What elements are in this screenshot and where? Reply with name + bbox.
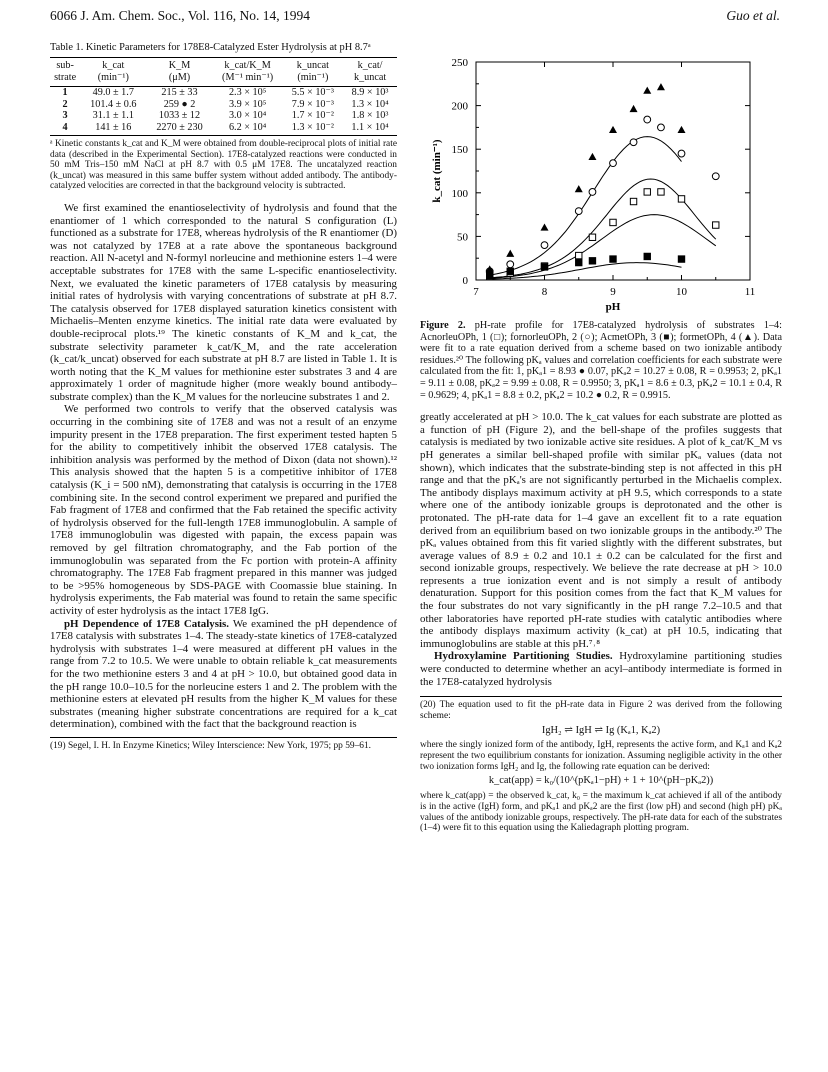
- x-tick-label: 11: [744, 286, 756, 298]
- y-tick-label: 100: [451, 187, 468, 200]
- paragraph: greatly accelerated at pH > 10.0. The k_cat values for each substrate are plotted as a function of pH (Figure 2), and the bell-shape of the profiles suggests that catalysis is mediated by two ionizable active site residues. A plot of k_cat/K_M vs pH generates a similar bell-shaped profile with similar pKₐ values (data not shown), which indicates that the substrate-binding step is not affected in this pH range and that the pKₐ's are not significantly perturbed in the Michaelis complex. The antibody displays maximum activity at pH 9.5, which corresponds to a state where one of the antibody ionizable groups is deprotonated and the other is protonated. The pH-rate data for 1–4 gave an excellent fit to a rate equation derived from an equilibrium based on two ionizable groups in the antibody.²⁰ The pKₐ values obtained from this fit varied slightly with the different substrates, but average values of 8.9 ± 0.2 and 10.1 ± 0.2 can be calculated for the first and second ionizable groups, respectively. We believe the rate decrease at pH > 10.0 represents a true ionization event and is not simply a result of antibody denaturation. Support for this position comes from the fact that K_M values for the four substrates do not vary significantly in the pH range 7.2–10.5 and that other laboratories have reported pH-rate studies with catalytic antibodies where the antibody displays maximum activity (k_cat) at pH 10.5, indicating that immunoglobulins are stable at this pH.⁷˒⁸: [420, 411, 782, 650]
- figure-caption-text: pH-rate profile for 17E8-catalyzed hydrolysis of substrates 1–4: AcnorleuOPh, 1 (□); fornorleuOPh, 2 (○); AcmetOPh, 3 (■); formetOPh, 4 (▲). Data were fit to a rate equation derived from a scheme based on two ionizable antibody residues.²⁰ The following pKₐ values and correlation coefficients for each substrate were calculated from the fit: 1, pKₐ1 = 8.93 ● 0.07, pKₐ2 = 10.27 ± 0.08, R = 0.9953; 2, pKₐ1 = 9.11 ± 0.08, pKₐ2 = 9.99 ± 0.08, R = 0.9950; 3, pKₐ1 = 8.6 ± 0.3, pKₐ2 = 10.1 ± 0.4, R = 0.9629; 4, pKₐ1 = 8.8 ± 0.2, pKₐ2 = 10.2 ● 0.2, R = 0.9915.: [420, 320, 782, 401]
- data-point-circle: [630, 139, 637, 146]
- table-cell: 49.0 ± 1.7: [92, 87, 134, 98]
- table-cell: 8.9 × 10³: [351, 87, 389, 98]
- paragraph-text: We examined the pH dependence of 17E8 catalysis with substrates 1–4. The steady-state kinetics of 17E8-catalyzed hydrolysis with substrates 1–4 were measured at different pH values in the range from 7.2 to 10.5. We were unable to obtain reliable k_cat measurements for the two methionine esters 3 and 4 at pH > 10.0, but obtained good data in the pH range 10.0–10.5 for the norleucine esters 1 and 2. The problem with the methionine esters at elevated pH results from the higher K_M values for these substrates (meaning higher substrate concentrations are required for a k_cat determination), combined with the fact that the background reaction is: [50, 617, 397, 731]
- paragraph-text: Hydroxylamine partitioning studies were conducted to determine whether an acyl–antibody intermediate is formed in the 17E8-catalyzed hydrolysis: [420, 650, 782, 688]
- table-caption: Table 1. Kinetic Parameters for 178E8-Catalyzed Ester Hydrolysis at pH 8.7ᵃ: [50, 42, 371, 53]
- data-point-filled-square: [576, 259, 582, 265]
- table-cell: 3: [62, 110, 68, 121]
- paragraph: We first examined the enantioselectivity of hydrolysis and found that the enantiomer of 1 which corresponded to the natural S configuration (L) functioned as a substrate for 17E8, whereas hydrolysis of the R enantiomer (D) was not catalyzed by 17E8 at a rate above the spontaneous background reaction. All N-acetyl and N-formyl norleucine and methionine esters 1–4 were acceptable substrates for 17E8 with the same L-specific enantioselectivity. Next, we evaluated the kinetic parameters of 17E8 catalysis by measuring initial rates of hydrolysis with varying concentrations of substrate at pH 8.7. The catalysis observed for 17E8 displayed saturation kinetics consistent with Michaelis–Menten enzyme kinetics. The initial rate data were evaluated by double-reciprocal plots.¹⁹ The kinetic constants of K_M and k_cat, the substrate selectivity parameter k_cat/K_M, and the rate acceleration (k_cat/k_uncat) observed for each substrate at pH 8.7 are listed in Table 1. It is worth noting that the K_M values for methionine ester substrates 3 and 4 are approximately 1 order of magnitude higher (more weakly bound antibody–substrate complex) than the K_M values for the norleucine substrates 1 and 2.: [50, 201, 397, 403]
- table-cell: 1.8 × 10³: [351, 110, 389, 121]
- table-header-cell: k_uncat (min⁻¹): [283, 58, 344, 87]
- table-header-cell: k_cat/ k_uncat: [343, 58, 397, 87]
- footnote-text: where the singly ionized form of the antibody, IgH, represents the active form, and Kₐ1 and Kₐ2 represent the two equilibrium constants for ionization. Assuming negligible activity in the other two ionization forms IgH₂ and Ig, the following rate equation can be derived:: [420, 740, 782, 772]
- footnote-text: (20) The equation used to fit the pH-rate data in Figure 2 was derived from the following scheme:: [420, 700, 782, 721]
- table-cell: 101.4 ± 0.6: [90, 98, 137, 110]
- data-point-triangle: [643, 87, 651, 94]
- data-point-circle: [575, 208, 582, 215]
- data-point-filled-square: [678, 256, 684, 262]
- fit-curve: [490, 179, 716, 278]
- kinetics-table: [50, 57, 397, 136]
- footnote-20: [420, 696, 782, 834]
- left-column: [50, 42, 397, 752]
- data-point-triangle: [506, 250, 514, 257]
- running-header: [50, 8, 780, 30]
- table-cell: 1.7 × 10⁻²: [291, 110, 334, 121]
- data-point-triangle: [609, 126, 617, 133]
- table-cell: 2: [62, 98, 68, 110]
- data-point-square: [630, 198, 636, 204]
- table-row: [50, 87, 397, 99]
- data-point-circle: [589, 189, 596, 196]
- table-header-cell: k_cat (min⁻¹): [80, 58, 146, 87]
- figure-2-chart: [420, 50, 782, 318]
- table-cell: 4: [50, 122, 80, 136]
- data-point-circle: [658, 124, 665, 131]
- data-point-filled-square: [610, 256, 616, 262]
- data-point-triangle: [657, 83, 665, 90]
- table-cell: 5.5 × 10⁻³: [291, 87, 334, 98]
- data-point-triangle: [588, 153, 596, 160]
- author-header: Guo et al.: [726, 8, 780, 23]
- y-tick-label: 150: [451, 144, 468, 157]
- data-point-circle: [541, 242, 548, 249]
- table-cell: 1.3 × 10⁴: [351, 98, 389, 110]
- table-cell: 7.9 × 10⁻³: [291, 98, 334, 110]
- table-cell: 6.2 × 10⁴: [213, 122, 283, 136]
- rate-equation: k_cat(app) = k₀/(10^(pKₐ1−pH) + 1 + 10^(pH−pKₐ2)): [488, 775, 714, 787]
- journal-citation: 6066 J. Am. Chem. Soc., Vol. 116, No. 14, 1994: [50, 8, 311, 23]
- table-cell: 259 ● 2: [163, 98, 196, 110]
- data-point-square: [658, 189, 664, 195]
- data-point-circle: [678, 150, 685, 157]
- data-point-square: [713, 222, 719, 228]
- plot-frame: [476, 62, 750, 280]
- table-cell: 141 ± 16: [80, 122, 146, 136]
- table-cell: 1: [62, 87, 68, 98]
- table-row: [50, 122, 397, 136]
- section-heading: pH Dependence of 17E8 Catalysis.: [64, 617, 229, 630]
- table-cell: 1.3 × 10⁻²: [283, 122, 344, 136]
- x-tick-label: 7: [473, 286, 479, 298]
- table-cell: 2.3 × 10⁵: [228, 87, 267, 98]
- paragraph: [420, 650, 782, 688]
- figure-caption: [420, 320, 782, 401]
- paragraph: We performed two controls to verify that the observed catalysis was occurring in the combining site of 17E8 and was not a result of an enzyme impurity present in the 17E8 preparation. The first experiment tested hapten 5 for the ability to competitively inhibit the observed 17E8 catalysis. The inhibition analysis was performed by the method of Dixon (data not shown).¹² This analysis showed that the hapten 5 is a competitive inhibitor of 17E8 catalysis (K_i = 500 nM), demonstrating that catalysis is occurring in the 17E8 combining site. In the second control experiment we prepared and purified the Fab fragment of 17E8 and confirmed that the Fab retained the specific activity of hydrolysis observed for the full-length 17E8 immunoglobulin. A sample of 17E8 immunoglobulin was digested with papain, the excess papain was removed by gel filtration chromatography, and the Fab portion of the immunoglobulin was separated from the Fc portion with protein-A affinity chromatography. The 17E8 Fab fragment prepared in this manner was judged to be >95% homogeneous by SDS-PAGE with Coomassie blue staining. In hydrolysis experiments, the Fab material was found to retain the same specific activity of ester hydrolysis as the intact 17E8 IgG.: [50, 403, 397, 617]
- right-column: [420, 50, 782, 834]
- data-point-triangle: [630, 105, 638, 112]
- data-point-filled-square: [541, 264, 547, 270]
- data-point-square: [589, 234, 595, 240]
- data-point-circle: [712, 173, 719, 180]
- data-point-circle: [644, 116, 651, 123]
- table-cell: 3.9 × 10⁵: [228, 98, 267, 110]
- paragraph: [50, 618, 397, 731]
- section-heading: Hydroxylamine Partitioning Studies.: [434, 650, 613, 663]
- x-tick-label: 8: [541, 286, 548, 298]
- table-header-cell: K_M (μM): [146, 58, 212, 87]
- y-tick-label: 50: [457, 231, 468, 244]
- data-point-triangle: [575, 185, 583, 192]
- data-point-square: [576, 252, 582, 258]
- data-point-square: [644, 189, 650, 195]
- data-point-filled-square: [507, 268, 513, 274]
- table-row: [50, 99, 397, 111]
- data-point-circle: [507, 261, 514, 268]
- chart-svg: [420, 50, 782, 318]
- table-cell: 2270 ± 230: [146, 122, 212, 136]
- ionization-scheme: IgH₂ ⇌ IgH ⇌ Ig (Kₐ1, Kₐ2): [541, 724, 661, 736]
- data-point-filled-square: [589, 258, 595, 264]
- fit-curve: [490, 137, 682, 276]
- table-cell: 31.1 ± 1.1: [92, 110, 134, 121]
- table-cell: 3.0 × 10⁴: [228, 110, 267, 121]
- table-cell: 1.1 × 10⁴: [343, 122, 397, 136]
- data-point-circle: [610, 160, 617, 167]
- fit-curve: [490, 215, 716, 279]
- data-point-filled-square: [644, 253, 650, 259]
- reference-19: (19) Segel, I. H. In Enzyme Kinetics; Wiley Interscience: New York, 1975; pp 59–61.: [50, 737, 397, 752]
- x-tick-label: 10: [676, 286, 687, 298]
- y-tick-label: 200: [451, 100, 468, 113]
- table-row: [50, 110, 397, 122]
- x-tick-label: 9: [610, 286, 616, 298]
- data-point-filled-square: [487, 272, 493, 278]
- table-header-cell: sub- strate: [50, 58, 80, 87]
- data-point-square: [610, 219, 616, 225]
- x-axis-label: pH: [605, 301, 621, 313]
- y-tick-label: 250: [451, 57, 468, 69]
- table-header-cell: k_cat/K_M (M⁻¹ min⁻¹): [213, 58, 283, 87]
- data-point-triangle: [541, 223, 549, 230]
- figure-label: Figure 2.: [420, 320, 466, 331]
- fit-curve: [490, 263, 682, 280]
- y-tick-label: 0: [462, 275, 468, 287]
- data-point-square: [678, 196, 684, 202]
- data-point-triangle: [678, 126, 686, 133]
- table-cell: 215 ± 33: [161, 87, 198, 98]
- y-axis-label: k_cat (min⁻¹): [431, 139, 443, 203]
- table-footnote: ᵃ Kinetic constants k_cat and K_M were obtained from double-reciprocal plots of initial rate data (described in the Experimental Section). 17E8-catalyzed reactions were conducted in 50 mM Tris–150 mM NaCl at pH 8.7 with 0.5 μM 17E8. The uncatalyzed reaction (k_uncat) was measured in this same buffer system without added antibody. The antibody-catalyzed velocities are corrected in that the background velocity is subtracted.: [50, 139, 397, 192]
- table-cell: 1033 ± 12: [158, 110, 201, 121]
- footnote-text: where k_cat(app) = the observed k_cat, k₀ = the maximum k_cat achieved if all of the antibody is in the active (IgH) form, and pKₐ1 and pKₐ2 are the first (low pH) and second (high pH) pKₐ values of the antibody ionizable groups, respectively. The pH-rate data for each of the substrates (1–4) were fit to this equation using the Kaliedagraph plotting program.: [420, 791, 782, 834]
